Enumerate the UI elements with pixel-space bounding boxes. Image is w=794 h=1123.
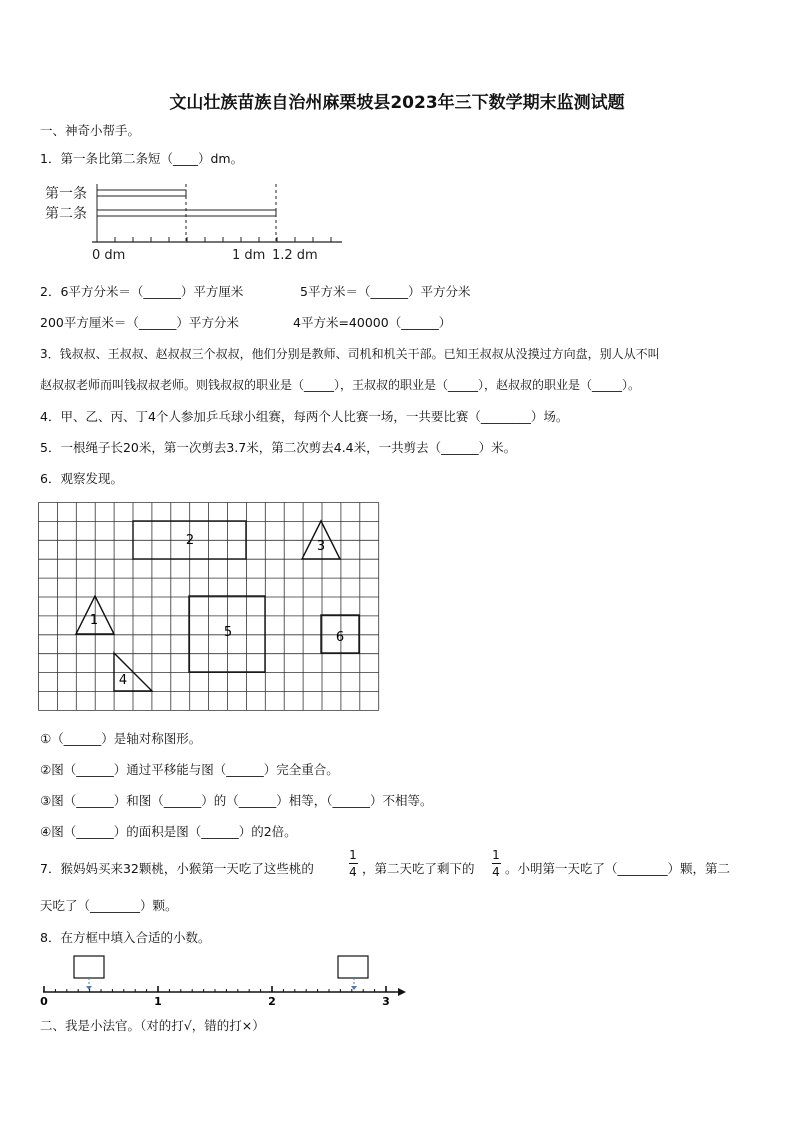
fraction-one-quarter-b [489,848,503,879]
question-2-c: 200平方厘米＝（______）平方分米 [40,315,239,330]
question-6-sub-1: ①（______）是轴对称图形。 [40,731,202,746]
fraction-one-quarter-a [346,848,360,879]
shape-label-5: 5 [223,625,233,640]
answer-box-1[interactable] [74,956,104,978]
question-2-d: 4平方米=40000（______） [293,315,452,330]
question-8: 8．在方框中填入合适的小数。 [40,930,211,945]
ruler-label-1: 1 dm [232,248,266,263]
shape-label-4: 4 [118,673,128,688]
question-7-part-2: ，第二天吃了剩下的 [362,861,475,876]
question-6: 6．观察发现。 [40,471,123,486]
question-7-part-3: 。小明第一天吃了（________）颗，第二 [505,861,731,876]
question-7-part-1: 7．猴妈妈买来32颗桃，小猴第一天吃了这些桃的 [40,861,314,876]
number-line-label-1: 1 [154,995,162,1008]
number-line-label-3: 3 [382,995,390,1008]
ruler-label-0: 0 dm [92,248,126,263]
shape-label-3: 3 [316,539,326,554]
bar-label-first: 第一条 [45,186,87,202]
question-2-a: 2．6平方分米＝（______）平方厘米 [40,284,244,299]
fraction-numerator: 1 [349,848,357,862]
fraction-denominator: 4 [492,865,500,879]
question-2-b: 5平方米＝（______）平方分米 [300,284,471,299]
ruler-label-2: 1.2 dm [272,248,318,263]
question-6-sub-3: ③图（______）和图（______）的（______）相等，（______）不相等。 [40,793,433,808]
shape-label-2: 2 [185,533,195,548]
fraction-denominator: 4 [349,865,357,879]
shape-label-1: 1 [89,613,99,628]
question-4: 4．甲、乙、丙、丁4个人参加乒乓球小组赛，每两个人比赛一场，一共要比赛（________）场。 [40,409,569,424]
number-line-label-2: 2 [268,995,276,1008]
bar-label-second: 第二条 [45,206,87,222]
section-2-heading: 二、我是小法官。（对的打√，错的打×） [40,1018,265,1033]
q8-number-line [30,952,410,1008]
question-6-sub-2: ②图（______）通过平移能与图（______）完全重合。 [40,762,339,777]
question-6-sub-4: ④图（______）的面积是图（______）的2倍。 [40,824,297,839]
page-title: 文山壮族苗族自治州麻栗坡县2023年三下数学期末监测试题 [169,93,625,113]
question-3-line-2: 赵叔叔老师而叫钱叔叔老师。则钱叔叔的职业是（_____），王叔叔的职业是（_____），赵叔叔的职业是（_____）。 [40,378,641,392]
bar-first [97,190,186,196]
fraction-numerator: 1 [492,848,500,862]
shape-label-6: 6 [335,630,345,645]
section-1-heading: 一、神奇小帮手。 [40,123,141,138]
question-7-line-2: 天吃了（________）颗。 [40,898,178,913]
ruler-ticks [97,237,331,242]
q6-grid-figure [38,502,381,711]
answer-box-2[interactable] [338,956,368,978]
number-line-label-0: 0 [40,995,48,1008]
q1-bar-figure [40,180,360,264]
question-1: 1．第一条比第二条短（____）dm。 [40,151,244,166]
question-3-line-1: 3．钱叔叔、王叔叔、赵叔叔三个叔叔，他们分别是教师、司机和机关干部。已知王叔叔从没摸过方向盘，别人从不叫 [40,347,660,361]
question-5: 5．一根绳子长20米，第一次剪去3.7米，第二次剪去4.4米，一共剪去（______）米。 [40,440,517,455]
